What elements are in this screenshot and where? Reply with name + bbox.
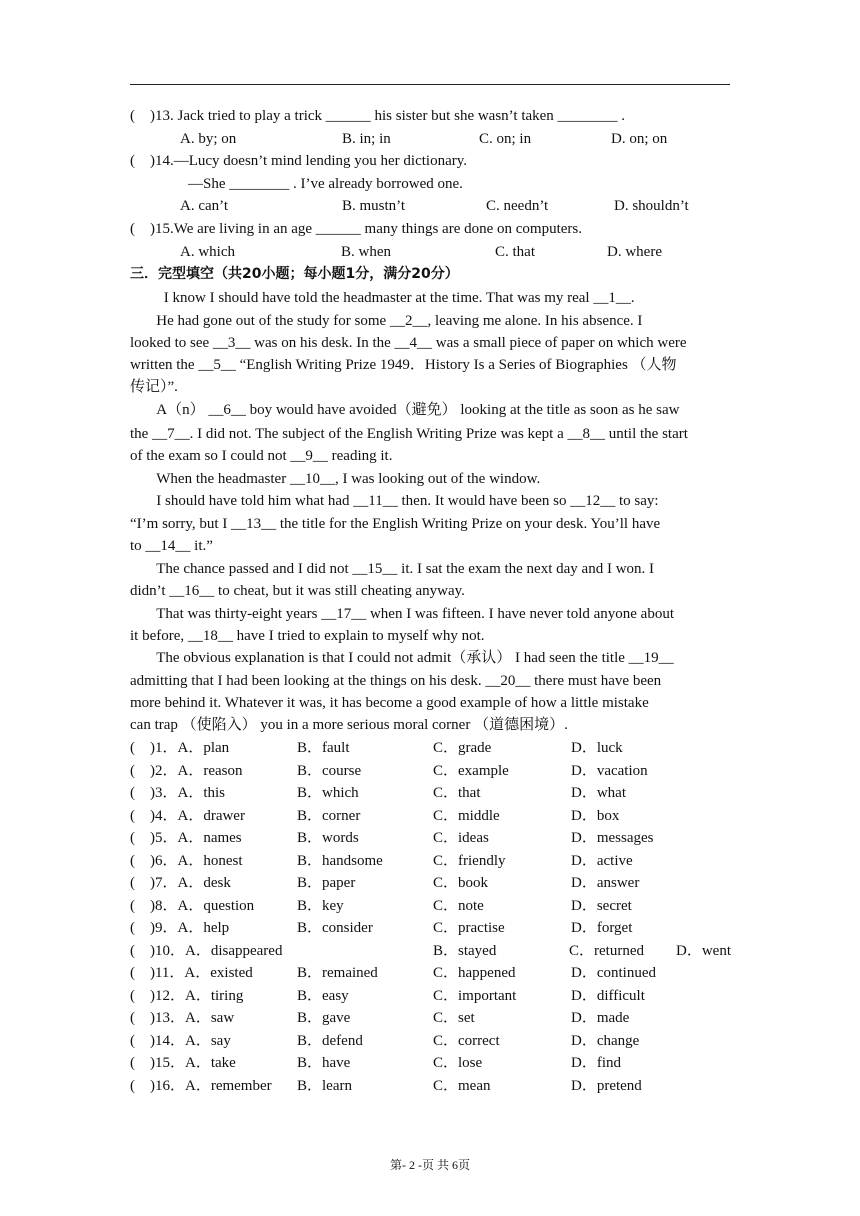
choice-row-c: C．important [433,988,517,1004]
choice-row-d: D．find [571,1055,621,1071]
choice-row-num-a: ( )16．A．remember [130,1078,272,1094]
choice-row-c: C．lose [433,1055,483,1071]
choice-row-b: B．have [297,1055,351,1071]
passage-line: to __14__ it.” [130,538,213,554]
choice-row-c: C．set [433,1010,475,1026]
choice-row-d: D．box [571,808,620,824]
choice-row-d: D．difficult [571,988,645,1004]
question-15-option-a: A. which [180,244,235,260]
choice-row-c: C．that [433,785,481,801]
choice-row-num-a: ( )11．A．existed [130,965,253,981]
choice-row-b: B．gave [297,1010,351,1026]
passage-line: written the __5__ “English Writing Prize 1949．History Is a Series of Biographies （人物 [130,357,677,373]
choice-row-c: C．book [433,875,489,891]
choice-row-d: D．what [571,785,626,801]
question-15-option-c: C. that [495,244,535,260]
passage-line: That was thirty-eight years __17__ when I was fifteen. I have never told anyone about [130,606,674,622]
choice-row-num-a: ( )10．A．disappeared [130,943,283,959]
choice-row-b: B．handsome [297,853,383,869]
question-14-option-b: B. mustn’t [342,198,406,214]
choice-row-c: C．grade [433,740,492,756]
choice-row-b: B．corner [297,808,361,824]
choice-row-c: C．note [433,898,484,914]
choice-row-d: D．went [676,943,731,959]
question-14-option-c: C. needn’t [486,198,549,214]
passage-line: A（n） __6__ boy would have avoided（避免） looking at the title as soon as he saw [130,402,680,418]
question-13-option-b: B. in; in [342,131,391,147]
choice-row-num-a: ( )5．A．names [130,830,242,846]
passage-line: more behind it. Whatever it was, it has become a good example of how a little mistake [130,695,649,711]
choice-row-d: D．pretend [571,1078,642,1094]
passage-line: 传记）”. [130,379,178,395]
choice-row-num-a: ( )7．A．desk [130,875,231,891]
choice-row-c: C．example [433,763,509,779]
choice-row-c: C．ideas [433,830,489,846]
choice-row-b: B．paper [297,875,356,891]
choice-row-num-a: ( )3．A．this [130,785,225,801]
question-13-option-c: C. on; in [479,131,532,147]
question-14-option-a: A. can’t [180,198,229,214]
passage-line: “I’m sorry, but I __13__ the title for the English Writing Prize on your desk. You’ll have [130,516,661,532]
choice-row-d: D．secret [571,898,632,914]
choice-row-d: D．forget [571,920,633,936]
choice-row-c: C．returned [569,943,644,959]
choice-row-b: B．course [297,763,362,779]
question-15-stem: ( )15.We are living in an age ______ many things are done on computers. [130,221,583,237]
choice-row-b: B．easy [297,988,349,1004]
choice-row-num-a: ( )14．A．say [130,1033,231,1049]
choice-row-num-a: ( )12．A．tiring [130,988,244,1004]
choice-row-num-a: ( )15．A．take [130,1055,236,1071]
question-15-option-b: B. when [341,244,391,260]
choice-row-d: D．continued [571,965,656,981]
choice-row-d: D．active [571,853,633,869]
choice-row-b: B．consider [297,920,373,936]
question-13-option-d: D. on; on [611,131,668,147]
choice-row-c: C．happened [433,965,516,981]
choice-row-d: D．made [571,1010,630,1026]
choice-row-d: D．vacation [571,763,648,779]
choice-row-num-a: ( )9．A．help [130,920,230,936]
choice-row-num-a: ( )1．A．plan [130,740,230,756]
choice-row-c: C．correct [433,1033,500,1049]
question-15-option-d: D. where [607,244,662,260]
passage-line: When the headmaster __10__, I was looking out of the window. [130,471,541,487]
question-14-stem: ( )14.—Lucy doesn’t mind lending you her dictionary. [130,153,468,169]
choice-row-b: B．stayed [433,943,497,959]
choice-row-c: C．practise [433,920,505,936]
choice-row-c: C．middle [433,808,500,824]
passage-line: I know I should have told the headmaster at the time. That was my real __1__. [130,290,635,306]
question-13-stem: ( )13. Jack tried to play a trick ______ his sister but she wasn’t taken ________ . [130,108,626,124]
passage-line: looked to see __3__ was on his desk. In the __4__ was a small piece of paper on which were [130,335,687,351]
choice-row-b: B．key [297,898,344,914]
choice-row-num-a: ( )13．A．saw [130,1010,235,1026]
choice-row-d: D．luck [571,740,623,756]
section-heading: 三．完型填空（共20小题；每小题1分，满分20分） [130,266,459,282]
passage-line: The chance passed and I did not __15__ it. I sat the exam the next day and I won. I [130,561,655,577]
choice-row-d: D．change [571,1033,640,1049]
page-footer: 第- 2 -页 共 6页 [390,1158,470,1172]
choice-row-b: B．learn [297,1078,352,1094]
choice-row-b: B．which [297,785,359,801]
passage-line: the __7__. I did not. The subject of the English Writing Prize was kept a __8__ until the start [130,426,688,442]
passage-line: it before, __18__ have I tried to explain to myself why not. [130,628,485,644]
choice-row-d: D．messages [571,830,654,846]
choice-row-num-a: ( )6．A．honest [130,853,243,869]
header-rule [130,84,730,85]
passage-line: I should have told him what had __11__ then. It would have been so __12__ to say: [130,493,659,509]
choice-row-b: B．remained [297,965,378,981]
question-14-stem-2: —She ________ . I’ve already borrowed one. [188,176,463,192]
choice-row-num-a: ( )2．A．reason [130,763,243,779]
choice-row-c: C．friendly [433,853,506,869]
passage-line: The obvious explanation is that I could not admit（承认） I had seen the title __19__ [130,650,674,666]
choice-row-b: B．fault [297,740,350,756]
choice-row-num-a: ( )8．A．question [130,898,255,914]
choice-row-num-a: ( )4．A．drawer [130,808,245,824]
choice-row-d: D．answer [571,875,640,891]
passage-line: He had gone out of the study for some __2__, leaving me alone. In his absence. I [130,313,643,329]
choice-row-b: B．words [297,830,359,846]
question-14-option-d: D. shouldn’t [614,198,689,214]
passage-line: can trap （使陷入） you in a more serious moral corner （道德困境）. [130,717,568,733]
passage-line: admitting that I had been looking at the things on his desk. __20__ there must have been [130,673,662,689]
choice-row-b: B．defend [297,1033,363,1049]
passage-line: didn’t __16__ to cheat, but it was still cheating anyway. [130,583,465,599]
passage-line: of the exam so I could not __9__ reading it. [130,448,393,464]
question-13-option-a: A. by; on [180,131,237,147]
choice-row-c: C．mean [433,1078,491,1094]
